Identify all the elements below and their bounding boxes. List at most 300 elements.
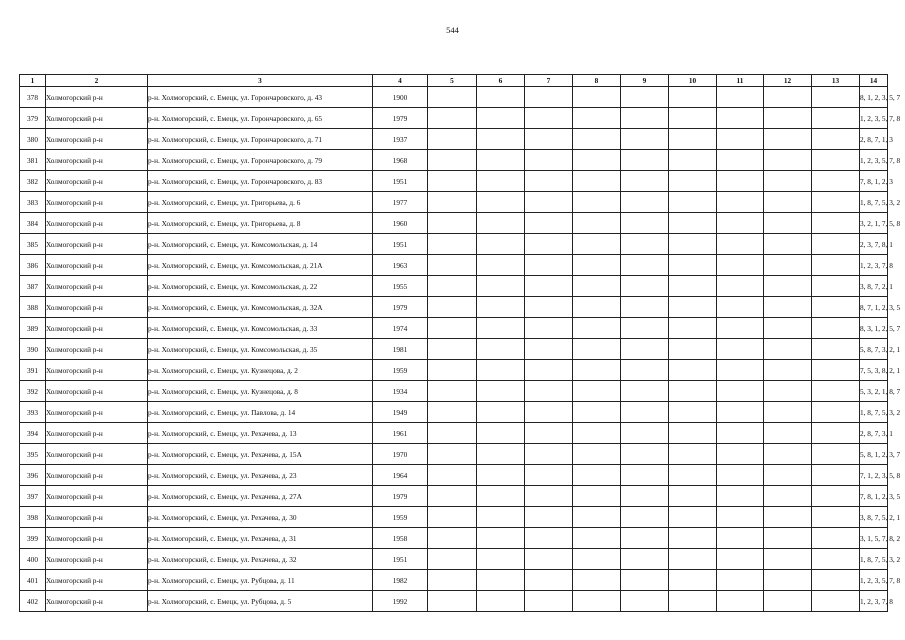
empty-cell bbox=[573, 150, 621, 171]
table-row bbox=[20, 381, 888, 402]
empty-cell bbox=[669, 171, 717, 192]
empty-cell bbox=[428, 318, 477, 339]
empty-cell bbox=[573, 570, 621, 591]
empty-cell bbox=[573, 528, 621, 549]
empty-cell bbox=[525, 423, 573, 444]
empty-cell bbox=[525, 339, 573, 360]
district-cell: Холмогорский р-н bbox=[46, 339, 148, 360]
row-number-cell: 394 bbox=[20, 423, 46, 444]
empty-cell bbox=[573, 423, 621, 444]
district-cell: Холмогорский р-н bbox=[46, 423, 148, 444]
row-number-cell: 392 bbox=[20, 381, 46, 402]
empty-cell bbox=[525, 360, 573, 381]
table-row bbox=[20, 234, 888, 255]
empty-cell bbox=[812, 297, 860, 318]
empty-cell bbox=[717, 507, 764, 528]
work-types-cell: 5, 8, 1, 2, 3, 7 bbox=[860, 444, 888, 465]
table-row bbox=[20, 444, 888, 465]
row-number-cell: 387 bbox=[20, 276, 46, 297]
empty-cell bbox=[477, 486, 525, 507]
empty-cell bbox=[525, 381, 573, 402]
empty-cell bbox=[764, 444, 812, 465]
empty-cell bbox=[525, 444, 573, 465]
address-cell: р-н. Холмогорский, с. Емецк, ул. Комсомольская, д. 33 bbox=[148, 318, 373, 339]
address-cell: р-н. Холмогорский, с. Емецк, ул. Комсомольская, д. 35 bbox=[148, 339, 373, 360]
address-cell: р-н. Холмогорский, с. Емецк, ул. Комсомольская, д. 21А bbox=[148, 255, 373, 276]
year-cell: 1970 bbox=[373, 444, 428, 465]
empty-cell bbox=[621, 465, 669, 486]
empty-cell bbox=[428, 549, 477, 570]
empty-cell bbox=[477, 570, 525, 591]
table-row bbox=[20, 150, 888, 171]
empty-cell bbox=[621, 318, 669, 339]
row-number-cell: 378 bbox=[20, 87, 46, 108]
empty-cell bbox=[477, 87, 525, 108]
empty-cell bbox=[717, 318, 764, 339]
page-number: 544 bbox=[446, 25, 459, 35]
empty-cell bbox=[525, 234, 573, 255]
address-cell: р-н. Холмогорский, с. Емецк, ул. Рехачева, д. 30 bbox=[148, 507, 373, 528]
work-types-cell: 8, 7, 1, 2, 3, 5 bbox=[860, 297, 888, 318]
empty-cell bbox=[669, 465, 717, 486]
empty-cell bbox=[812, 549, 860, 570]
empty-cell bbox=[812, 171, 860, 192]
empty-cell bbox=[621, 444, 669, 465]
work-types-cell: 1, 2, 3, 7, 8 bbox=[860, 591, 888, 612]
empty-cell bbox=[669, 234, 717, 255]
empty-cell bbox=[477, 192, 525, 213]
empty-cell bbox=[764, 528, 812, 549]
address-cell: р-н. Холмогорский, с. Емецк, ул. Рехачева, д. 27А bbox=[148, 486, 373, 507]
work-types-cell: 3, 2, 1, 7, 5, 8 bbox=[860, 213, 888, 234]
empty-cell bbox=[525, 465, 573, 486]
year-cell: 1951 bbox=[373, 234, 428, 255]
year-cell: 1979 bbox=[373, 297, 428, 318]
empty-cell bbox=[669, 444, 717, 465]
empty-cell bbox=[812, 570, 860, 591]
empty-cell bbox=[621, 108, 669, 129]
work-types-cell: 8, 3, 1, 2, 5, 7 bbox=[860, 318, 888, 339]
district-cell: Холмогорский р-н bbox=[46, 528, 148, 549]
empty-cell bbox=[669, 318, 717, 339]
year-cell: 1959 bbox=[373, 360, 428, 381]
empty-cell bbox=[477, 507, 525, 528]
district-cell: Холмогорский р-н bbox=[46, 192, 148, 213]
empty-cell bbox=[525, 402, 573, 423]
empty-cell bbox=[428, 381, 477, 402]
empty-cell bbox=[669, 381, 717, 402]
empty-cell bbox=[428, 171, 477, 192]
work-types-cell: 8, 1, 2, 3, 5, 7 bbox=[860, 87, 888, 108]
district-cell: Холмогорский р-н bbox=[46, 108, 148, 129]
empty-cell bbox=[717, 171, 764, 192]
table-row bbox=[20, 507, 888, 528]
table-row bbox=[20, 255, 888, 276]
empty-cell bbox=[764, 171, 812, 192]
empty-cell bbox=[477, 381, 525, 402]
empty-cell bbox=[573, 234, 621, 255]
empty-cell bbox=[477, 318, 525, 339]
empty-cell bbox=[621, 87, 669, 108]
district-cell: Холмогорский р-н bbox=[46, 507, 148, 528]
empty-cell bbox=[764, 465, 812, 486]
empty-cell bbox=[669, 549, 717, 570]
empty-cell bbox=[812, 150, 860, 171]
column-header: 2 bbox=[46, 75, 148, 87]
table-row bbox=[20, 465, 888, 486]
row-number-cell: 383 bbox=[20, 192, 46, 213]
table-row bbox=[20, 108, 888, 129]
row-number-cell: 382 bbox=[20, 171, 46, 192]
empty-cell bbox=[717, 402, 764, 423]
work-types-cell: 7, 1, 2, 3, 5, 8 bbox=[860, 465, 888, 486]
empty-cell bbox=[717, 423, 764, 444]
empty-cell bbox=[573, 486, 621, 507]
work-types-cell: 5, 8, 7, 3, 2, 1 bbox=[860, 339, 888, 360]
district-cell: Холмогорский р-н bbox=[46, 486, 148, 507]
empty-cell bbox=[525, 591, 573, 612]
empty-cell bbox=[477, 549, 525, 570]
empty-cell bbox=[717, 213, 764, 234]
empty-cell bbox=[717, 192, 764, 213]
row-number-cell: 402 bbox=[20, 591, 46, 612]
row-number-cell: 391 bbox=[20, 360, 46, 381]
year-cell: 1979 bbox=[373, 486, 428, 507]
empty-cell bbox=[477, 108, 525, 129]
column-header: 12 bbox=[764, 75, 812, 87]
empty-cell bbox=[477, 150, 525, 171]
empty-cell bbox=[525, 213, 573, 234]
empty-cell bbox=[477, 339, 525, 360]
column-header: 8 bbox=[573, 75, 621, 87]
column-header: 14 bbox=[860, 75, 888, 87]
empty-cell bbox=[717, 297, 764, 318]
empty-cell bbox=[717, 528, 764, 549]
empty-cell bbox=[812, 528, 860, 549]
row-number-cell: 380 bbox=[20, 129, 46, 150]
empty-cell bbox=[669, 255, 717, 276]
address-cell: р-н. Холмогорский, с. Емецк, ул. Григорьева, д. 8 bbox=[148, 213, 373, 234]
empty-cell bbox=[525, 129, 573, 150]
address-cell: р-н. Холмогорский, с. Емецк, ул. Горончаровского, д. 71 bbox=[148, 129, 373, 150]
year-cell: 1951 bbox=[373, 549, 428, 570]
empty-cell bbox=[812, 507, 860, 528]
empty-cell bbox=[669, 108, 717, 129]
empty-cell bbox=[428, 591, 477, 612]
district-cell: Холмогорский р-н bbox=[46, 234, 148, 255]
empty-cell bbox=[764, 213, 812, 234]
empty-cell bbox=[525, 276, 573, 297]
table-row bbox=[20, 339, 888, 360]
address-cell: р-н. Холмогорский, с. Емецк, ул. Рехачева, д. 31 bbox=[148, 528, 373, 549]
empty-cell bbox=[573, 129, 621, 150]
empty-cell bbox=[573, 255, 621, 276]
empty-cell bbox=[477, 465, 525, 486]
empty-cell bbox=[621, 423, 669, 444]
empty-cell bbox=[621, 528, 669, 549]
district-cell: Холмогорский р-н bbox=[46, 360, 148, 381]
address-cell: р-н. Холмогорский, с. Емецк, ул. Григорьева, д. 6 bbox=[148, 192, 373, 213]
empty-cell bbox=[525, 255, 573, 276]
address-cell: р-н. Холмогорский, с. Емецк, ул. Павлова, д. 14 bbox=[148, 402, 373, 423]
address-cell: р-н. Холмогорский, с. Емецк, ул. Кузнецова, д. 2 bbox=[148, 360, 373, 381]
row-number-cell: 385 bbox=[20, 234, 46, 255]
empty-cell bbox=[764, 402, 812, 423]
column-header: 9 bbox=[621, 75, 669, 87]
table-row bbox=[20, 528, 888, 549]
district-cell: Холмогорский р-н bbox=[46, 465, 148, 486]
work-types-cell: 2, 8, 7, 3, 1 bbox=[860, 423, 888, 444]
district-cell: Холмогорский р-н bbox=[46, 444, 148, 465]
empty-cell bbox=[764, 570, 812, 591]
empty-cell bbox=[621, 402, 669, 423]
empty-cell bbox=[525, 108, 573, 129]
empty-cell bbox=[525, 549, 573, 570]
empty-cell bbox=[573, 276, 621, 297]
empty-cell bbox=[717, 444, 764, 465]
district-cell: Холмогорский р-н bbox=[46, 549, 148, 570]
year-cell: 1974 bbox=[373, 318, 428, 339]
work-types-cell: 3, 1, 5, 7, 8, 2 bbox=[860, 528, 888, 549]
work-types-cell: 1, 8, 7, 5, 3, 2 bbox=[860, 549, 888, 570]
empty-cell bbox=[573, 339, 621, 360]
empty-cell bbox=[428, 255, 477, 276]
empty-cell bbox=[525, 297, 573, 318]
column-header: 6 bbox=[477, 75, 525, 87]
table-body bbox=[20, 87, 901, 612]
empty-cell bbox=[717, 549, 764, 570]
empty-cell bbox=[573, 465, 621, 486]
empty-cell bbox=[573, 171, 621, 192]
empty-cell bbox=[812, 108, 860, 129]
year-cell: 1968 bbox=[373, 150, 428, 171]
empty-cell bbox=[812, 129, 860, 150]
table-row bbox=[20, 129, 888, 150]
empty-cell bbox=[764, 549, 812, 570]
row-number-cell: 384 bbox=[20, 213, 46, 234]
address-cell: р-н. Холмогорский, с. Емецк, ул. Комсомольская, д. 32А bbox=[148, 297, 373, 318]
empty-cell bbox=[717, 570, 764, 591]
empty-cell bbox=[573, 507, 621, 528]
work-types-cell: 2, 8, 7, 1, 3 bbox=[860, 129, 888, 150]
row-number-cell: 396 bbox=[20, 465, 46, 486]
empty-cell bbox=[477, 213, 525, 234]
empty-cell bbox=[621, 234, 669, 255]
column-header: 13 bbox=[812, 75, 860, 87]
address-cell: р-н. Холмогорский, с. Емецк, ул. Комсомольская, д. 14 bbox=[148, 234, 373, 255]
empty-cell bbox=[717, 276, 764, 297]
district-cell: Холмогорский р-н bbox=[46, 591, 148, 612]
empty-cell bbox=[525, 570, 573, 591]
table-row bbox=[20, 213, 888, 234]
empty-cell bbox=[525, 528, 573, 549]
empty-cell bbox=[717, 360, 764, 381]
empty-cell bbox=[621, 360, 669, 381]
row-number-cell: 390 bbox=[20, 339, 46, 360]
empty-cell bbox=[764, 108, 812, 129]
empty-cell bbox=[669, 486, 717, 507]
empty-cell bbox=[477, 444, 525, 465]
empty-cell bbox=[764, 423, 812, 444]
address-cell: р-н. Холмогорский, с. Емецк, ул. Горончаровского, д. 79 bbox=[148, 150, 373, 171]
address-cell: р-н. Холмогорский, с. Емецк, ул. Рубцова, д. 5 bbox=[148, 591, 373, 612]
row-number-cell: 400 bbox=[20, 549, 46, 570]
table-row bbox=[20, 591, 888, 612]
empty-cell bbox=[669, 276, 717, 297]
row-number-cell: 399 bbox=[20, 528, 46, 549]
empty-cell bbox=[621, 129, 669, 150]
address-cell: р-н. Холмогорский, с. Емецк, ул. Рехачева, д. 13 bbox=[148, 423, 373, 444]
row-number-cell: 398 bbox=[20, 507, 46, 528]
empty-cell bbox=[621, 171, 669, 192]
year-cell: 1963 bbox=[373, 255, 428, 276]
district-cell: Холмогорский р-н bbox=[46, 381, 148, 402]
empty-cell bbox=[573, 192, 621, 213]
empty-cell bbox=[428, 192, 477, 213]
empty-cell bbox=[621, 150, 669, 171]
empty-cell bbox=[428, 276, 477, 297]
address-cell: р-н. Холмогорский, с. Емецк, ул. Горончаровского, д. 83 bbox=[148, 171, 373, 192]
row-number-cell: 386 bbox=[20, 255, 46, 276]
empty-cell bbox=[428, 87, 477, 108]
year-cell: 1949 bbox=[373, 402, 428, 423]
empty-cell bbox=[428, 213, 477, 234]
empty-cell bbox=[428, 465, 477, 486]
empty-cell bbox=[621, 192, 669, 213]
empty-cell bbox=[477, 297, 525, 318]
empty-cell bbox=[669, 339, 717, 360]
empty-cell bbox=[428, 423, 477, 444]
empty-cell bbox=[573, 87, 621, 108]
empty-cell bbox=[525, 192, 573, 213]
district-cell: Холмогорский р-н bbox=[46, 255, 148, 276]
work-types-cell: 7, 5, 3, 8, 2, 1 bbox=[860, 360, 888, 381]
empty-cell bbox=[812, 87, 860, 108]
district-cell: Холмогорский р-н bbox=[46, 318, 148, 339]
empty-cell bbox=[764, 234, 812, 255]
year-cell: 1934 bbox=[373, 381, 428, 402]
empty-cell bbox=[477, 402, 525, 423]
empty-cell bbox=[477, 234, 525, 255]
table-row bbox=[20, 297, 888, 318]
empty-cell bbox=[621, 549, 669, 570]
empty-cell bbox=[812, 192, 860, 213]
empty-cell bbox=[669, 360, 717, 381]
year-cell: 1982 bbox=[373, 570, 428, 591]
column-header: 10 bbox=[669, 75, 717, 87]
district-cell: Холмогорский р-н bbox=[46, 570, 148, 591]
address-cell: р-н. Холмогорский, с. Емецк, ул. Комсомольская, д. 22 bbox=[148, 276, 373, 297]
year-cell: 1992 bbox=[373, 591, 428, 612]
empty-cell bbox=[573, 213, 621, 234]
empty-cell bbox=[477, 255, 525, 276]
row-number-cell: 395 bbox=[20, 444, 46, 465]
empty-cell bbox=[764, 360, 812, 381]
empty-cell bbox=[764, 381, 812, 402]
address-cell: р-н. Холмогорский, с. Емецк, ул. Горончаровского, д. 65 bbox=[148, 108, 373, 129]
empty-cell bbox=[812, 402, 860, 423]
empty-cell bbox=[573, 381, 621, 402]
empty-cell bbox=[477, 528, 525, 549]
table-row bbox=[20, 402, 888, 423]
empty-cell bbox=[812, 360, 860, 381]
table-row bbox=[20, 486, 888, 507]
empty-cell bbox=[669, 192, 717, 213]
empty-cell bbox=[669, 87, 717, 108]
empty-cell bbox=[525, 507, 573, 528]
work-types-cell: 7, 8, 1, 2, 3 bbox=[860, 171, 888, 192]
work-types-cell: 3, 8, 7, 5, 2, 1 bbox=[860, 507, 888, 528]
empty-cell bbox=[573, 591, 621, 612]
district-cell: Холмогорский р-н bbox=[46, 129, 148, 150]
empty-cell bbox=[812, 423, 860, 444]
district-cell: Холмогорский р-н bbox=[46, 171, 148, 192]
empty-cell bbox=[717, 591, 764, 612]
housing-register-table bbox=[19, 74, 901, 612]
empty-cell bbox=[812, 276, 860, 297]
column-header: 3 bbox=[148, 75, 373, 87]
empty-cell bbox=[621, 381, 669, 402]
year-cell: 1981 bbox=[373, 339, 428, 360]
empty-cell bbox=[764, 486, 812, 507]
address-cell: р-н. Холмогорский, с. Емецк, ул. Горончаровского, д. 43 bbox=[148, 87, 373, 108]
row-number-cell: 397 bbox=[20, 486, 46, 507]
work-types-cell: 7, 8, 1, 2, 3, 5 bbox=[860, 486, 888, 507]
empty-cell bbox=[573, 402, 621, 423]
empty-cell bbox=[669, 297, 717, 318]
table-row bbox=[20, 276, 888, 297]
empty-cell bbox=[764, 255, 812, 276]
table-row bbox=[20, 549, 888, 570]
empty-cell bbox=[669, 129, 717, 150]
empty-cell bbox=[717, 381, 764, 402]
empty-cell bbox=[428, 297, 477, 318]
empty-cell bbox=[764, 297, 812, 318]
empty-cell bbox=[812, 444, 860, 465]
empty-cell bbox=[717, 129, 764, 150]
column-header: 1 bbox=[20, 75, 46, 87]
year-cell: 1955 bbox=[373, 276, 428, 297]
column-header-row bbox=[20, 75, 888, 87]
empty-cell bbox=[428, 129, 477, 150]
empty-cell bbox=[525, 318, 573, 339]
empty-cell bbox=[573, 297, 621, 318]
address-cell: р-н. Холмогорский, с. Емецк, ул. Рубцова, д. 11 bbox=[148, 570, 373, 591]
empty-cell bbox=[428, 486, 477, 507]
empty-cell bbox=[477, 129, 525, 150]
empty-cell bbox=[669, 213, 717, 234]
empty-cell bbox=[428, 108, 477, 129]
empty-cell bbox=[764, 129, 812, 150]
empty-cell bbox=[669, 591, 717, 612]
address-cell: р-н. Холмогорский, с. Емецк, ул. Кузнецова, д. 8 bbox=[148, 381, 373, 402]
empty-cell bbox=[764, 276, 812, 297]
work-types-cell: 1, 2, 3, 5, 7, 8 bbox=[860, 108, 888, 129]
year-cell: 1960 bbox=[373, 213, 428, 234]
empty-cell bbox=[669, 150, 717, 171]
empty-cell bbox=[812, 234, 860, 255]
empty-cell bbox=[573, 549, 621, 570]
row-number-cell: 389 bbox=[20, 318, 46, 339]
empty-cell bbox=[717, 339, 764, 360]
empty-cell bbox=[764, 87, 812, 108]
column-header: 11 bbox=[717, 75, 764, 87]
empty-cell bbox=[428, 402, 477, 423]
year-cell: 1964 bbox=[373, 465, 428, 486]
address-cell: р-н. Холмогорский, с. Емецк, ул. Рехачева, д. 32 bbox=[148, 549, 373, 570]
district-cell: Холмогорский р-н bbox=[46, 402, 148, 423]
empty-cell bbox=[812, 339, 860, 360]
